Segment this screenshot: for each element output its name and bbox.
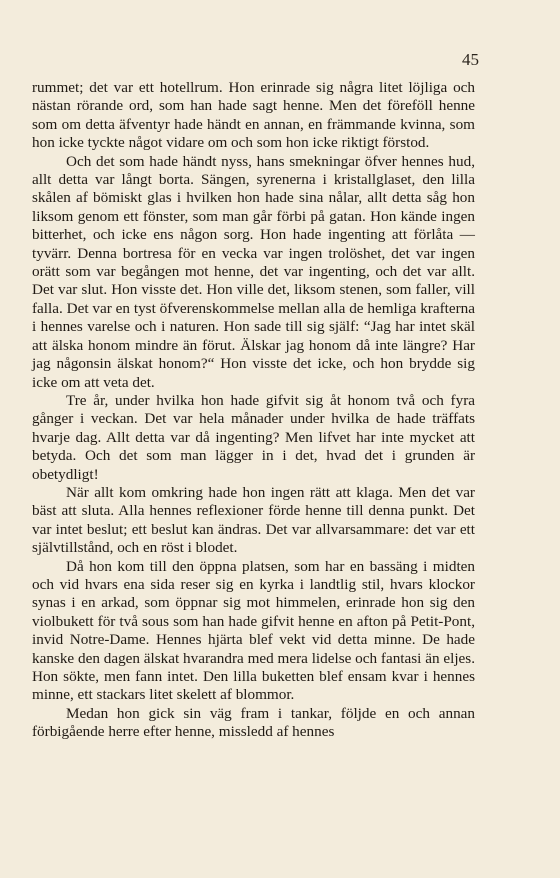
page-number: 45 [462, 50, 479, 69]
paragraph: Tre år, under hvilka hon hade gifvit sig åt honom två och fyra gånger i veckan. Det var hela månader under hvilka de hade träffats hvarje dag. Allt detta var då ingenting? Men lifvet har inte mycket att betyda. Och det som man lägger in i det, hvad det i grunden är obetydligt! [32, 391, 475, 483]
body-text [32, 79, 475, 742]
paragraph: När allt kom omkring hade hon ingen rätt att klaga. Men det var bäst att sluta. Alla hennes reflexioner förde henne till denna punkt. Det var intet beslut; ett beslut kan ändras. Det var allvarsammare: det var ett självtillstånd, och en röst i blodet. [32, 483, 475, 557]
paragraph: rummet; det var ett hotellrum. Hon erinrade sig några litet löjliga och nästan rörande ord, som han hade sagt henne. Men det föreföll henne som om detta äfventyr hade händt en annan, en främmande kvinna, som hon icke tyckte något vidare om och som hon icke riktigt förstod. [32, 79, 475, 152]
paragraph: Och det som hade händt nyss, hans smekningar öfver hennes hud, allt detta var långt borta. Sängen, syrenerna i kristallglaset, den lilla skålen af bömiskt glas i hvilken hon hade sina nålar, allt detta såg hon liksom genom ett fönster, som man går förbi på gatan. Hon kände ingen bitterhet, och icke ens någon sorg. Hon hade ingenting att förlåta — tyvärr. Denna bortresa för en vecka var ingen trolöshet, det var ingen orätt som var begången mot henne, det var ingenting, och det var allt. Det var slut. Hon visste det. Hon ville det, liksom stenen, som faller, vill falla. Det var en tyst öfverenskommelse mellan alla de hemliga krafterna i hennes varelse och i naturen. Hon sade till sig själf: “Jag har intet skäl att älska honom mindre än förut. Älskar jag honom då inte längre? Har jag någonsin älskat honom?“ Hon visste det icke, och hon brydde sig icke om att veta det. [32, 152, 475, 391]
paragraph: Då hon kom till den öppna platsen, som har en bassäng i midten och vid hvars ena sida reser sig en kyrka i landtlig stil, hvars klockor synas i en arkad, som öppnar sig mot himmelen, erinrade hon sig den violbukett för två sous som han hade gifvit henne en afton på Petit-Pont, invid Notre-Dame. Hennes hjärta blef vekt vid detta minne. De hade kanske den dagen älskat hvarandra med mera lidelse och fantasi än eljes. Hon sökte, men fann intet. Den lilla buketten blef ensam kvar i hennes minne, ett stackars litet skelett af blommor. [32, 557, 475, 704]
paragraph: Medan hon gick sin väg fram i tankar, följde en och annan förbigående herre efter henne, missledd af hennes [32, 704, 475, 741]
